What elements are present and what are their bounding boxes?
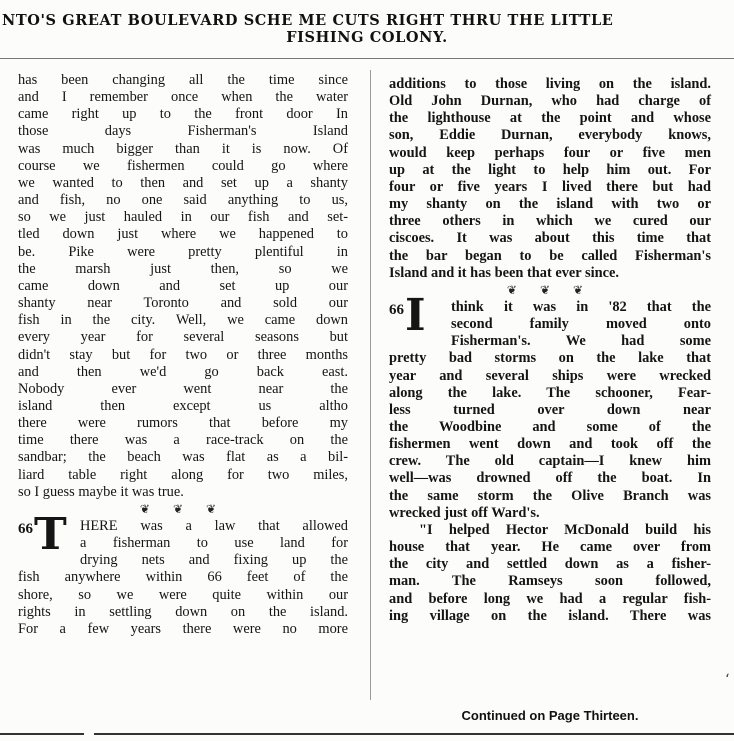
right-column: [389, 76, 711, 625]
text-line: sandbar; the beach was flat as a bil-: [18, 449, 348, 466]
text-line: "I helped Hector McDonald build his: [419, 521, 711, 538]
left-paragraph-2: [18, 508, 348, 638]
bottom-rule: [0, 733, 734, 735]
right-paragraph-2: [389, 289, 711, 522]
left-paragraph-1: [18, 72, 348, 501]
text-line: up at the light to help him out. For: [389, 161, 711, 178]
text-line: three others in which we cured our: [389, 213, 711, 230]
continued-notice: Continued on Page Thirteen.: [461, 708, 639, 723]
text-line: Island and it has been that ever since.: [389, 264, 620, 281]
dropcap-letter: T: [34, 508, 67, 560]
dropcap-quote-mark: 66: [389, 301, 404, 318]
left-column: [18, 72, 348, 638]
text-line: Old John Durnan, who had charge of: [389, 93, 711, 110]
text-line: course we fishermen could go where: [18, 157, 348, 174]
text-line: would keep perhaps four or five men: [389, 144, 711, 161]
text-line: second family moved onto: [451, 316, 711, 333]
text-line: and I remember once when the water: [18, 89, 348, 106]
text-line: ing village on the island. There was: [389, 607, 711, 624]
text-line: crew. The old captain—I knew him: [389, 453, 711, 470]
text-line: tled down just where we happened to: [18, 226, 348, 243]
text-line: ciscoes. It was about this time that: [389, 230, 711, 247]
text-line: came down and set up our: [18, 277, 348, 294]
text-line: along the lake. The schooner, Fear-: [389, 384, 711, 401]
edge-mark: ‘: [725, 672, 730, 688]
text-line: shanty near Toronto and sold our: [18, 295, 348, 312]
headline-rule: [0, 58, 734, 59]
text-line: be. Pike were pretty plentiful in: [18, 243, 348, 260]
text-line: HERE was a law that allowed: [80, 517, 348, 534]
text-line: fish in the city. Well, we came down: [18, 312, 348, 329]
text-line: every year for several seasons but: [18, 329, 348, 346]
text-line: and then we'd go back east.: [18, 363, 348, 380]
dropcap-quote-mark: 66: [18, 520, 33, 537]
text-line: four or five years I lived there but had: [389, 178, 711, 195]
text-line: came right up to the front door In: [18, 106, 348, 123]
text-line: my shanty on the island with two or: [389, 196, 711, 213]
text-line: didn't stay but for two or three months: [18, 346, 348, 363]
text-line: and fish, no one said anything to us,: [18, 192, 348, 209]
right-paragraph-3: [389, 522, 711, 625]
text-line: those days Fisherman's Island: [18, 123, 348, 140]
text-line: there were rumors that before my: [18, 415, 348, 432]
right-paragraph-1: [389, 76, 711, 282]
text-line: a fisherman to use land for: [80, 535, 348, 552]
text-line: the same storm the Olive Branch was: [389, 487, 711, 504]
text-line: year and several ships were wrecked: [389, 367, 711, 384]
column-divider: [370, 70, 371, 700]
text-line: Fisherman's. We had some: [451, 333, 711, 350]
section-separator: ❦ ❦ ❦: [139, 501, 227, 516]
dropcap-letter: I: [405, 289, 426, 341]
bottom-rule-gap: [84, 731, 94, 737]
text-line: additions to those living on the island.: [389, 76, 711, 92]
text-line: fish anywhere within 66 feet of the: [18, 569, 348, 586]
text-line: liard table right along for two miles,: [18, 466, 348, 483]
text-line: man. The Ramseys soon followed,: [389, 573, 711, 590]
text-line: so we just hauled in our fish and set-: [18, 209, 348, 226]
text-line: was much bigger than it is now. Of: [18, 140, 348, 157]
text-line: think it was in '82 that the: [451, 298, 711, 315]
text-line: house that year. He came over from: [389, 539, 711, 556]
text-line: island then except us altho: [18, 397, 348, 414]
text-line: son, Eddie Durnan, everybody knows,: [389, 127, 711, 144]
text-line: the marsh just then, so we: [18, 260, 348, 277]
text-line: rights in settling down on the island.: [18, 603, 348, 620]
text-line: pretty bad storms on the lake that: [389, 350, 711, 367]
headline-line-2: FISHING COLONY.: [286, 29, 448, 46]
text-line: the bar began to be called Fisherman's: [389, 247, 711, 264]
text-line: time there was a race-track on the: [18, 432, 348, 449]
text-line: the Woodbine and some of the: [389, 418, 711, 435]
text-line: For a few years there were no more: [18, 620, 348, 637]
text-line: we wanted to then and set up a shanty: [18, 174, 348, 191]
text-line: so I guess maybe it was true.: [18, 483, 184, 500]
text-line: fishermen went down and took off the: [389, 436, 711, 453]
text-line: shore, so we were quite within our: [18, 586, 348, 603]
text-line: wrecked just off Ward's.: [389, 504, 540, 521]
text-line: less turned over down near: [389, 401, 711, 418]
text-line: well—was drowned off the boat. In: [389, 470, 711, 487]
headline-line-1: NTO'S GREAT BOULEVARD SCHE ME CUTS RIGHT THRU THE LITTLE: [2, 12, 614, 29]
text-line: the city and settled down as a fisher-: [389, 556, 711, 573]
text-line: has been changing all the time since: [18, 72, 348, 88]
text-line: Nobody ever went near the: [18, 380, 348, 397]
text-line: drying nets and fixing up the: [80, 552, 348, 569]
text-line: the lighthouse at the point and whose: [389, 110, 711, 127]
section-separator: ❦ ❦ ❦: [506, 282, 594, 297]
text-line: and before long we had a regular fish-: [389, 590, 711, 607]
headline: [0, 12, 734, 46]
